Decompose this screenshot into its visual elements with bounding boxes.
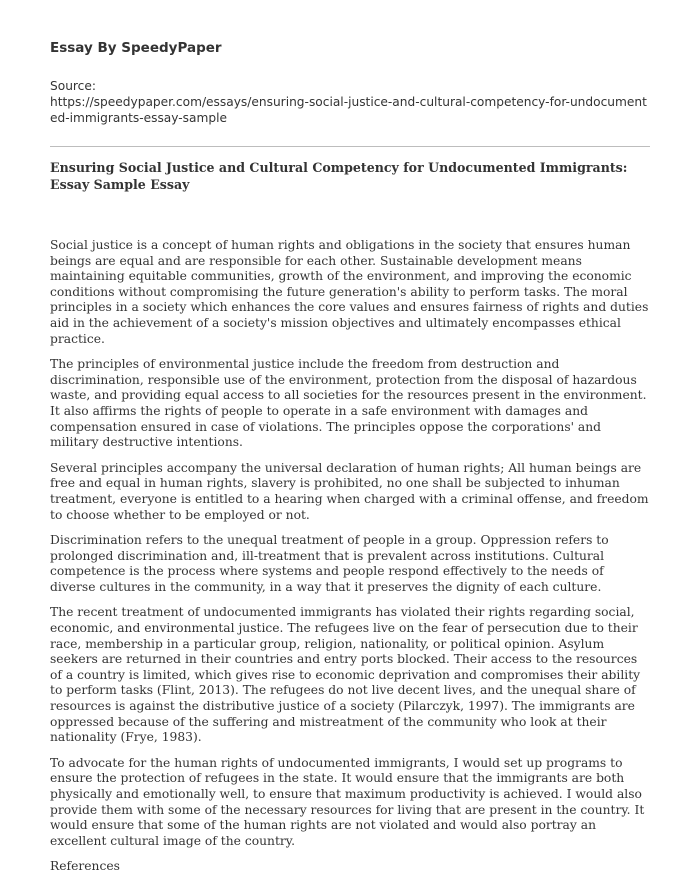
source-url[interactable]: https://speedypaper.com/essays/ensuring-social-justice-and-cultural-competency-for-undocumented-immigrants-essay-sample bbox=[50, 95, 647, 125]
document-title: Essay By SpeedyPaper bbox=[50, 40, 222, 56]
essay-paragraph: Discrimination refers to the unequal treatment of people in a group. Oppression refers to prolonged discrimination and, ill-treatment that is prevalent across institutions. Cultural competence is the process where systems and people respond effectively to the needs of diverse cultures in the community, in a way that it preserves the dignity of each culture. bbox=[50, 533, 609, 594]
essay-paragraph: Social justice is a concept of human rights and obligations in the society that ensures human beings are equal and are responsible for each other. Sustainable development means maintaining equitable communities, growth of the environment, and improving the economic conditions without compromising the future generation's ability to perform tasks. The moral principles in a society which enhances the core values and ensures fairness of rights and duties aid in the achievement of a society's mission objectives and ultimately encompasses ethical practice. bbox=[50, 238, 649, 346]
essay-body bbox=[50, 238, 650, 875]
essay-paragraph: The recent treatment of undocumented immigrants has violated their rights regarding social, economic, and environmental justice. The refugees live on the fear of persecution due to their race, membership in a particular group, religion, nationality, or political opinion. Asylum seekers are returned in their countries and entry ports blocked. Their access to the resources of a country is limited, which gives rise to economic deprivation and compromises their ability to perform tasks (Flint, 2013). The refugees do not live decent lives, and the unequal share of resources is against the distributive justice of a society (Pilarczyk, 1997). The immigrants are oppressed because of the suffering and mistreatment of the community who look at their nationality (Frye, 1983). bbox=[50, 605, 641, 745]
essay-paragraph: The principles of environmental justice include the freedom from destruction and discrimination, responsible use of the environment, protection from the disposal of hazardous waste, and providing equal access to all societies for the resources present in the environment. It also affirms the rights of people to operate in a safe environment with damages and compensation ensured in case of violations. The principles oppose the corporations' and military destructive intentions. bbox=[50, 357, 647, 450]
essay-paragraph: To advocate for the human rights of undocumented immigrants, I would set up programs to ensure the protection of refugees in the state. It would ensure that the immigrants are both physically and emotionally well, to ensure that maximum productivity is achieved. I would also provide them with some of the necessary resources for living that are present in the country. It would ensure that some of the human rights are not violated and would also portray an excellent cultural image of the country. bbox=[50, 755, 645, 848]
document-header bbox=[50, 0, 650, 126]
header-divider bbox=[50, 146, 650, 147]
essay-title: Ensuring Social Justice and Cultural Competency for Undocumented Immigrants: Essay Sample Essay bbox=[50, 160, 628, 192]
references-heading: References bbox=[50, 859, 120, 874]
source-label: Source: bbox=[50, 79, 96, 93]
essay-paragraph: Several principles accompany the universal declaration of human rights; All human beings are free and equal in human rights, slavery is prohibited, no one shall be subjected to inhuman treatment, everyone is entitled to a hearing when charged with a criminal offense, and freedom to choose whether to be employed or not. bbox=[50, 460, 649, 522]
